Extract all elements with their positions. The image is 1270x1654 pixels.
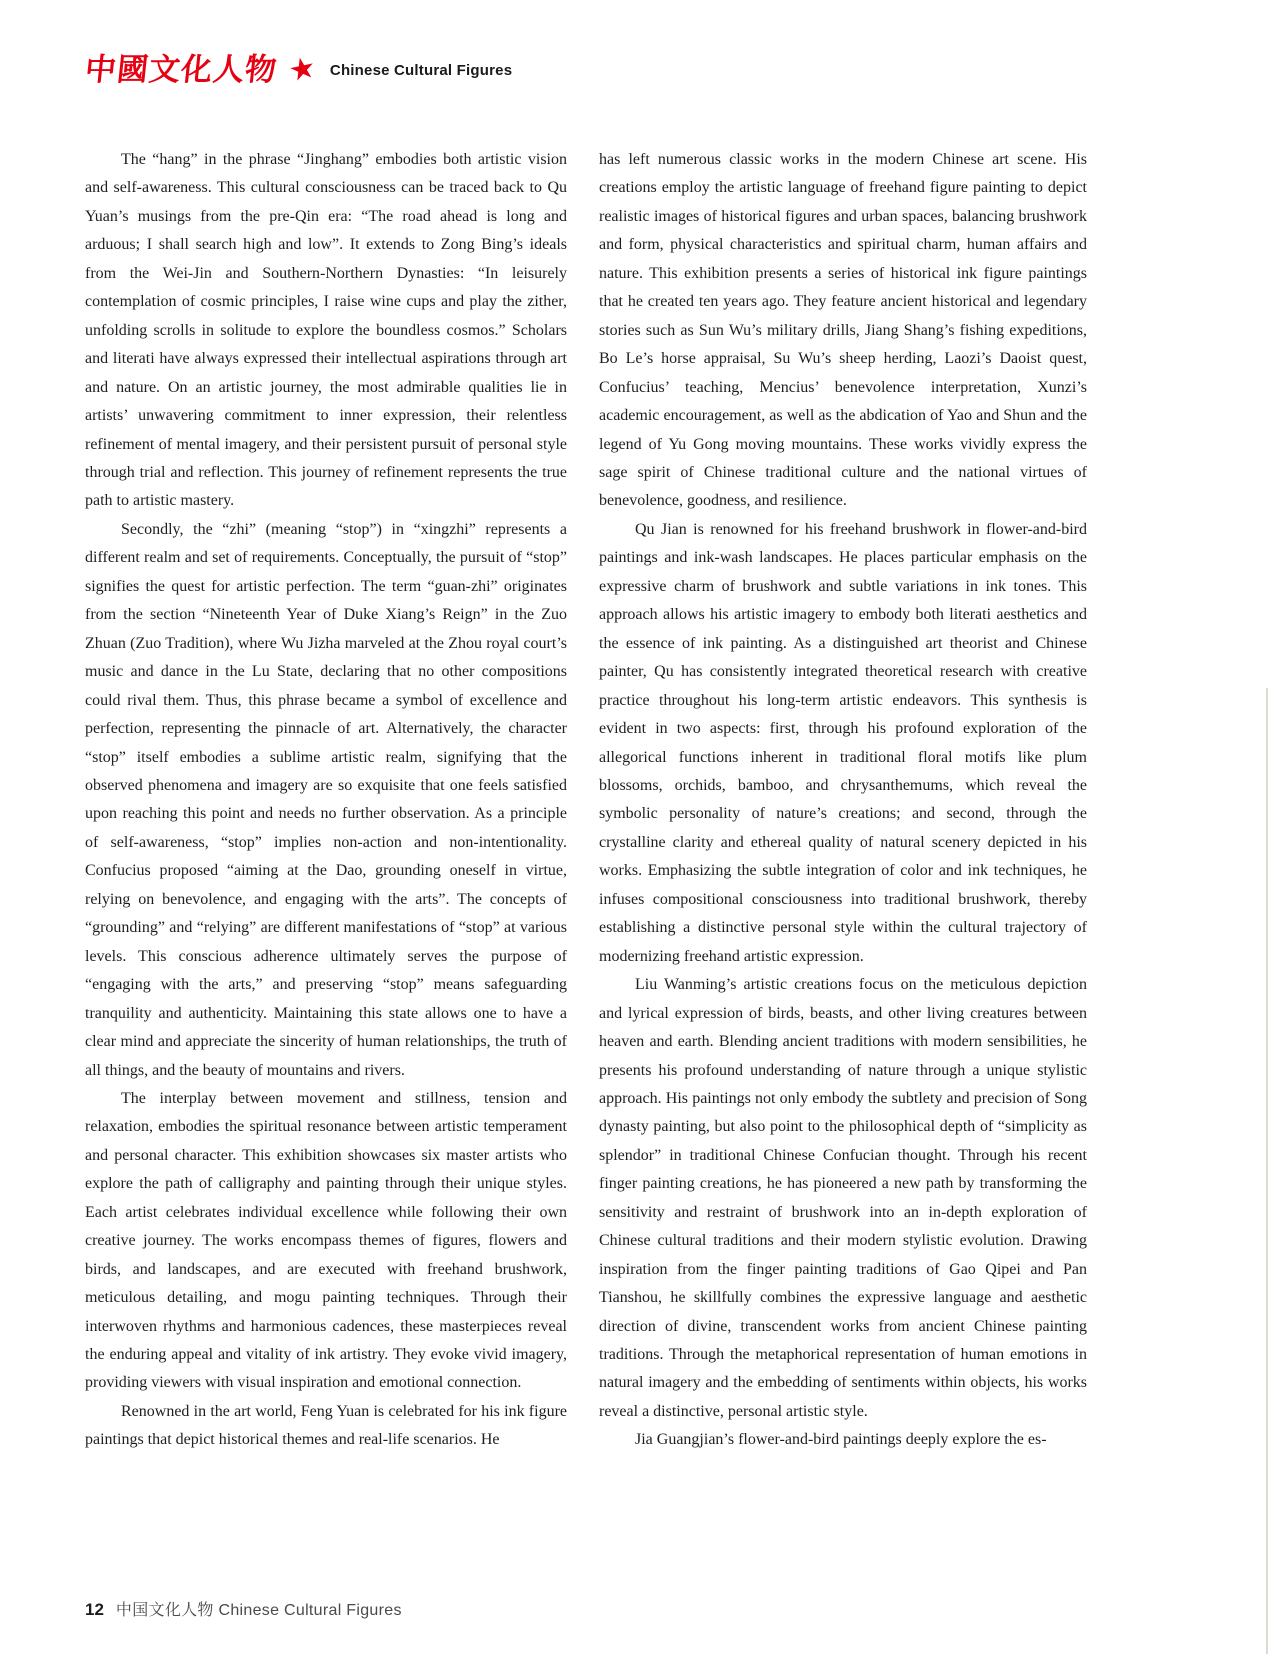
paragraph: Jia Guangjian’s flower-and-bird paintings deeply explore the es- xyxy=(635,1431,1047,1449)
paragraph: Renowned in the art world, Feng Yuan is celebrated for his ink figure paintings that depict historical themes and real-life scenarios. He xyxy=(85,1402,567,1449)
paragraph: Secondly, the “zhi” (meaning “stop”) in “xingzhi” represents a different realm and set of requirements. Conceptually, the pursuit of “stop” signifies the quest for artistic perfection. The term “guan-zhi” originates from the section “Nineteenth Year of Duke Xiang’s Reign” in the Zuo Zhuan (Zuo Tradition), where Wu Jizha marveled at the Zhou royal court’s music and dance in the Lu State, declaring that no other compositions could rival them. Thus, this phrase became a symbol of excellence and perfection, representing the pinnacle of art. Alternatively, the character “stop” itself embodies a sublime artistic realm, signifying that the observed phenomena and imagery are so exquisite that one feels satisfied upon reaching this point and needs no further observation. As a principle of self-awareness, “stop” implies non-action and non-intentionality. Confucius proposed “aiming at the Dao, grounding oneself in virtue, relying on benevolence, and engaging with the arts”. The concepts of “grounding” and “relying” are different manifestations of “stop” at various levels. This conscious adherence ultimately serves the purpose of “engaging with the arts,” and preserving “stop” means safeguarding tranquility and authenticity. Maintaining this state allows one to have a clear mind and appreciate the sincerity of human relationships, the truth of all things, and the beauty of mountains and rivers. xyxy=(85,520,567,1079)
paragraph: The “hang” in the phrase “Jinghang” embodies both artistic vision and self-awareness. This cultural consciousness can be traced back to Qu Yuan’s musings from the pre-Qin era: “The road ahead is long and arduous; I shall search high and low”. It extends to Zong Bing’s ideals from the Wei-Jin and Southern-Northern Dynasties: “In leisurely contemplation of cosmic principles, I raise wine cups and play the zither, unfolding scrolls in solitude to explore the boundless cosmos.” Scholars and literati have always expressed their intellectual aspirations through art and nature. On an artistic journey, the most admirable qualities lie in artists’ unwavering commitment to inner expression, their relentless refinement of mental imagery, and their persistent pursuit of personal style through trial and reflection. This journey of refinement represents the true path to artistic mastery. xyxy=(85,151,567,510)
paragraph: Qu Jian is renowned for his freehand brushwork in flower-and-bird paintings and ink-wash landscapes. He places particular emphasis on the expressive charm of brushwork and subtle variations in ink tones. This approach allows his artistic imagery to embody both literati aesthetics and the essence of ink painting. As a distinguished art theorist and Chinese painter, Qu has consistently integrated theoretical research with creative practice throughout his long-term artistic endeavors. This synthesis is evident in two aspects: first, through his profound exploration of the allegorical functions inherent in traditional floral motifs like plum blossoms, orchids, bamboo, and chrysanthemums, which reveal the symbolic personality of nature’s creations; and second, through the crystalline clarity and ethereal quality of natural scenery depicted in his works. Emphasizing the subtle integration of color and ink techniques, he infuses compositional consciousness into traditional brushwork, thereby establishing a distinctive personal style within the cultural trajectory of modernizing freehand artistic expression. xyxy=(599,520,1087,965)
logo-english-title: Chinese Cultural Figures xyxy=(329,61,513,79)
logo-chinese-calligraphy: 中國文化人物 xyxy=(83,51,279,88)
page-footer xyxy=(85,1597,402,1620)
paragraph: has left numerous classic works in the modern Chinese art scene. His creations employ the artistic language of freehand figure painting to depict realistic images of historical figures and urban spaces, balancing brushwork and form, physical characteristics and spiritual charm, human affairs and nature. This exhibition presents a series of historical ink figure paintings that he created ten years ago. They feature ancient historical and legendary stories such as Sun Wu’s military drills, Jiang Shang’s fishing expeditions, Bo Le’s horse appraisal, Su Wu’s sheep herding, Laozi’s Daoist quest, Confucius’ teaching, Mencius’ benevolence interpretation, Xunzi’s academic encouragement, as well as the abdication of Yao and Shun and the legend of Yu Gong moving mountains. These works vividly express the sage spirit of Chinese traditional culture and the national virtues of benevolence, goodness, and resilience. xyxy=(599,151,1087,510)
star-icon: ★ xyxy=(285,50,319,89)
footer-journal-title: 中国文化人物 Chinese Cultural Figures xyxy=(115,1602,402,1619)
masthead xyxy=(85,50,512,90)
article-right-column xyxy=(599,146,1087,1536)
page-number: 12 xyxy=(85,1600,104,1619)
paragraph: The interplay between movement and stillness, tension and relaxation, embodies the spiritual resonance between artistic temperament and personal character. This exhibition showcases six master artists who explore the path of calligraphy and painting through their unique styles. Each artist celebrates individual excellence while following their own creative journey. The works encompass themes of figures, flowers and birds, and landscapes, and are executed with freehand brushwork, meticulous detailing, and mogu painting techniques. Through their interwoven rhythms and harmonious cadences, these masterpieces reveal the enduring appeal and vitality of ink artistry. They evoke vivid imagery, providing viewers with visual inspiration and emotional connection. xyxy=(85,1089,567,1392)
paragraph: Liu Wanming’s artistic creations focus on the meticulous depiction and lyrical expression of birds, beasts, and other living creatures between heaven and earth. Blending ancient traditions with modern sensibilities, he presents his profound understanding of nature through a unique stylistic approach. His paintings not only embody the subtlety and precision of Song dynasty painting, but also point to the philosophical depth of “simplicity as splendor” in traditional Chinese Confucian thought. Through his recent finger painting creations, he has pioneered a new path by transforming the sensitivity and restraint of brushwork into an in-depth exploration of Chinese cultural traditions and their modern stylistic evolution. Drawing inspiration from the finger painting traditions of Gao Qipei and Pan Tianshou, he skillfully combines the expressive language and aesthetic direction of divine, transcendent works from ancient Chinese painting traditions. Through the metaphorical representation of human emotions in natural imagery and the embedding of sentiments within objects, his works reveal a distinctive, personal artistic style. xyxy=(599,976,1087,1420)
article-left-column xyxy=(85,146,567,1536)
scan-edge-divider xyxy=(1266,688,1268,1654)
